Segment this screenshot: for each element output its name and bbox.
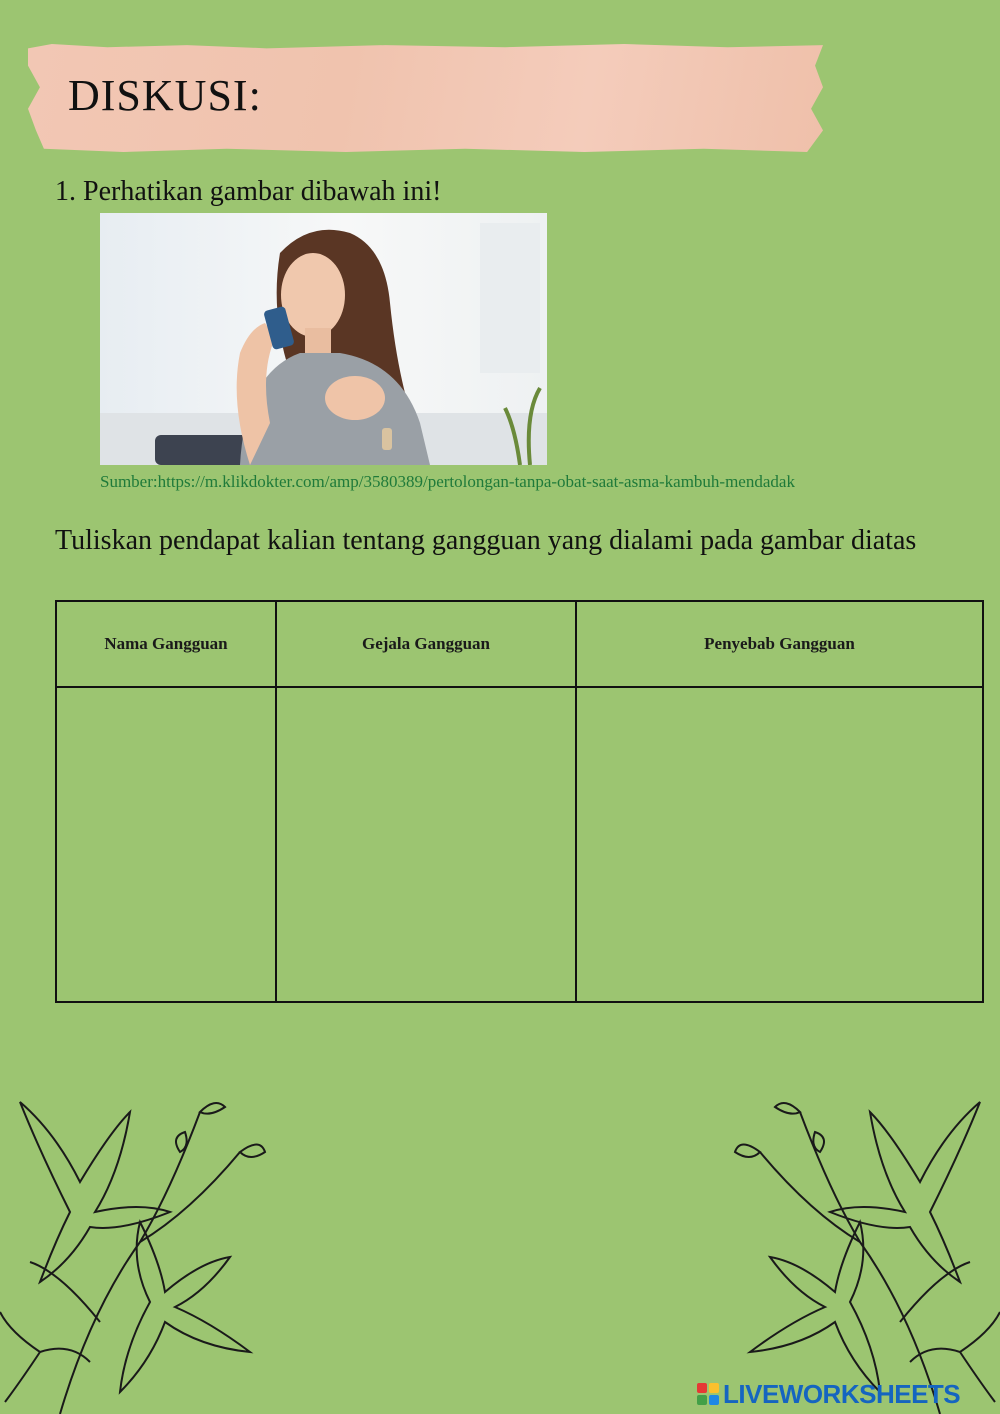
- answer-cell-penyebab[interactable]: [576, 687, 983, 1002]
- answer-table: [55, 600, 984, 1003]
- logo-text: LIVEWORKSHEETS: [723, 1378, 961, 1409]
- table-header-row: [56, 601, 983, 687]
- logo-square-yellow: [709, 1383, 719, 1393]
- header-gejala-gangguan: Gejala Gangguan: [276, 601, 576, 687]
- answer-cell-nama[interactable]: [56, 687, 276, 1002]
- liveworksheets-logo-icon: [697, 1383, 719, 1405]
- page-title: DISKUSI:: [68, 71, 262, 120]
- floral-decoration-right: [700, 1092, 1000, 1414]
- liveworksheets-logo[interactable]: [697, 1380, 960, 1408]
- logo-square-red: [697, 1383, 707, 1393]
- logo-square-blue: [709, 1395, 719, 1405]
- header-penyebab-gangguan: Penyebab Gangguan: [576, 601, 983, 687]
- answer-cell-gejala[interactable]: [276, 687, 576, 1002]
- table-row: [56, 687, 983, 1002]
- image-source-link[interactable]: Sumber:https://m.klikdokter.com/amp/3580389/pertolongan-tanpa-obat-saat-asma-kambuh-mendadak: [100, 472, 795, 491]
- instruction-text: Tuliskan pendapat kalian tentang gangguan yang dialami pada gambar diatas: [55, 525, 917, 556]
- question-text: 1. Perhatikan gambar dibawah ini!: [55, 176, 442, 207]
- floral-decoration-left: [0, 1092, 300, 1414]
- header-nama-gangguan: Nama Gangguan: [56, 601, 276, 687]
- logo-square-green: [697, 1395, 707, 1405]
- asthma-photo: [100, 213, 547, 465]
